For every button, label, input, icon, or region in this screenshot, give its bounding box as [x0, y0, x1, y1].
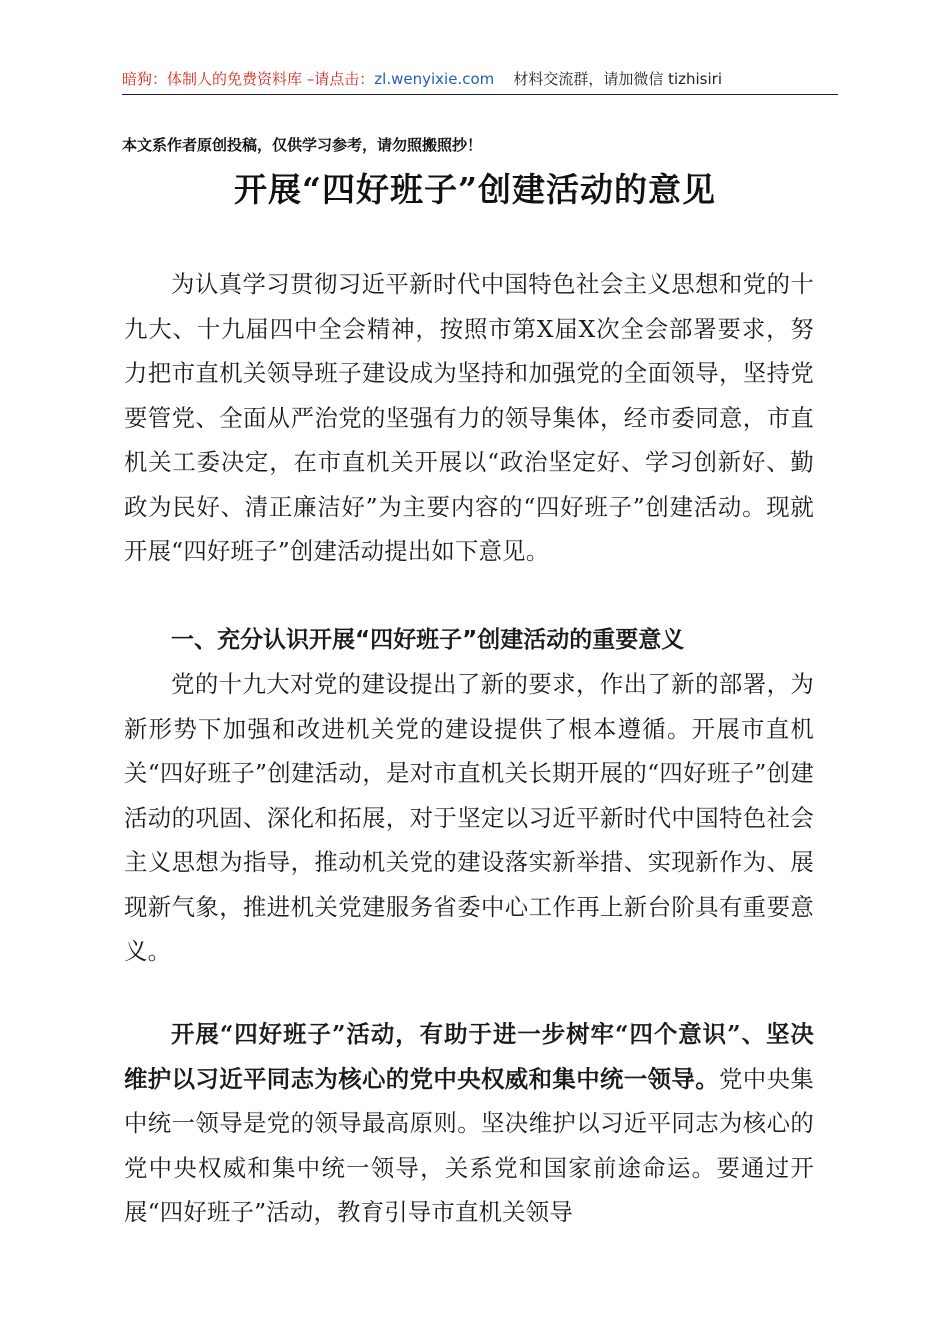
section1-paragraph-2	[124, 1012, 814, 1235]
header-wechat-note: 材料交流群，请加微信 tizhisiri	[513, 70, 722, 88]
header-url-link[interactable]: zl.wenyixie.com	[374, 70, 495, 88]
header-click-label: –请点击：	[302, 70, 375, 88]
page-header	[122, 64, 838, 95]
document-title: 开展“四好班子”创建活动的意见	[234, 170, 716, 209]
section1-paragraph-2-body: 党中央集中统一领导是党的领导最高原则。坚决维护以习近平同志为核心的党中央权威和集中统一领导，关系党和国家前途命运。要通过开展“四好班子”活动，教育引导市直机关领导	[124, 1064, 814, 1226]
header-site-name: 暗狗：体制人的免费资料库	[122, 70, 303, 88]
section1-heading: 一、充分认识开展“四好班子”创建活动的重要意义	[171, 627, 685, 653]
intro-paragraph: 为认真学习贯彻习近平新时代中国特色社会主义思想和党的十九大、十九届四中全会精神，按照市第X届X次全会部署要求，努力把市直机关领导班子建设成为坚持和加强党的全面领导，坚持党要管党、全面从严治党的坚强有力的领导集体，经市委同意，市直机关工委决定，在市直机关开展以“政治坚定好、学习创新好、勤政为民好、清正廉洁好”为主要内容的“四好班子”创建活动。现就开展“四好班子”创建活动提出如下意见。	[124, 270, 814, 565]
section1-paragraph-2-lead: 开展“四好班子”活动，有助于进一步树牢“四个意识”、坚决维护以习近平同志为核心的党中央权威和集中统一领导。	[124, 1020, 814, 1093]
copyright-notice: 本文系作者原创投稿，仅供学习参考，请勿照搬照抄！	[122, 136, 483, 154]
section1-paragraph-1: 党的十九大对党的建设提出了新的要求，作出了新的部署，为新形势下加强和改进机关党的建设提供了根本遵循。开展市直机关“四好班子”创建活动，是对市直机关长期开展的“四好班子”创建活动的巩固、深化和拓展，对于坚定以习近平新时代中国特色社会主义思想为指导，推动机关党的建设落实新举措、实现新作为、展现新气象，推进机关党建服务省委中心工作再上新台阶具有重要意义。	[124, 670, 814, 965]
